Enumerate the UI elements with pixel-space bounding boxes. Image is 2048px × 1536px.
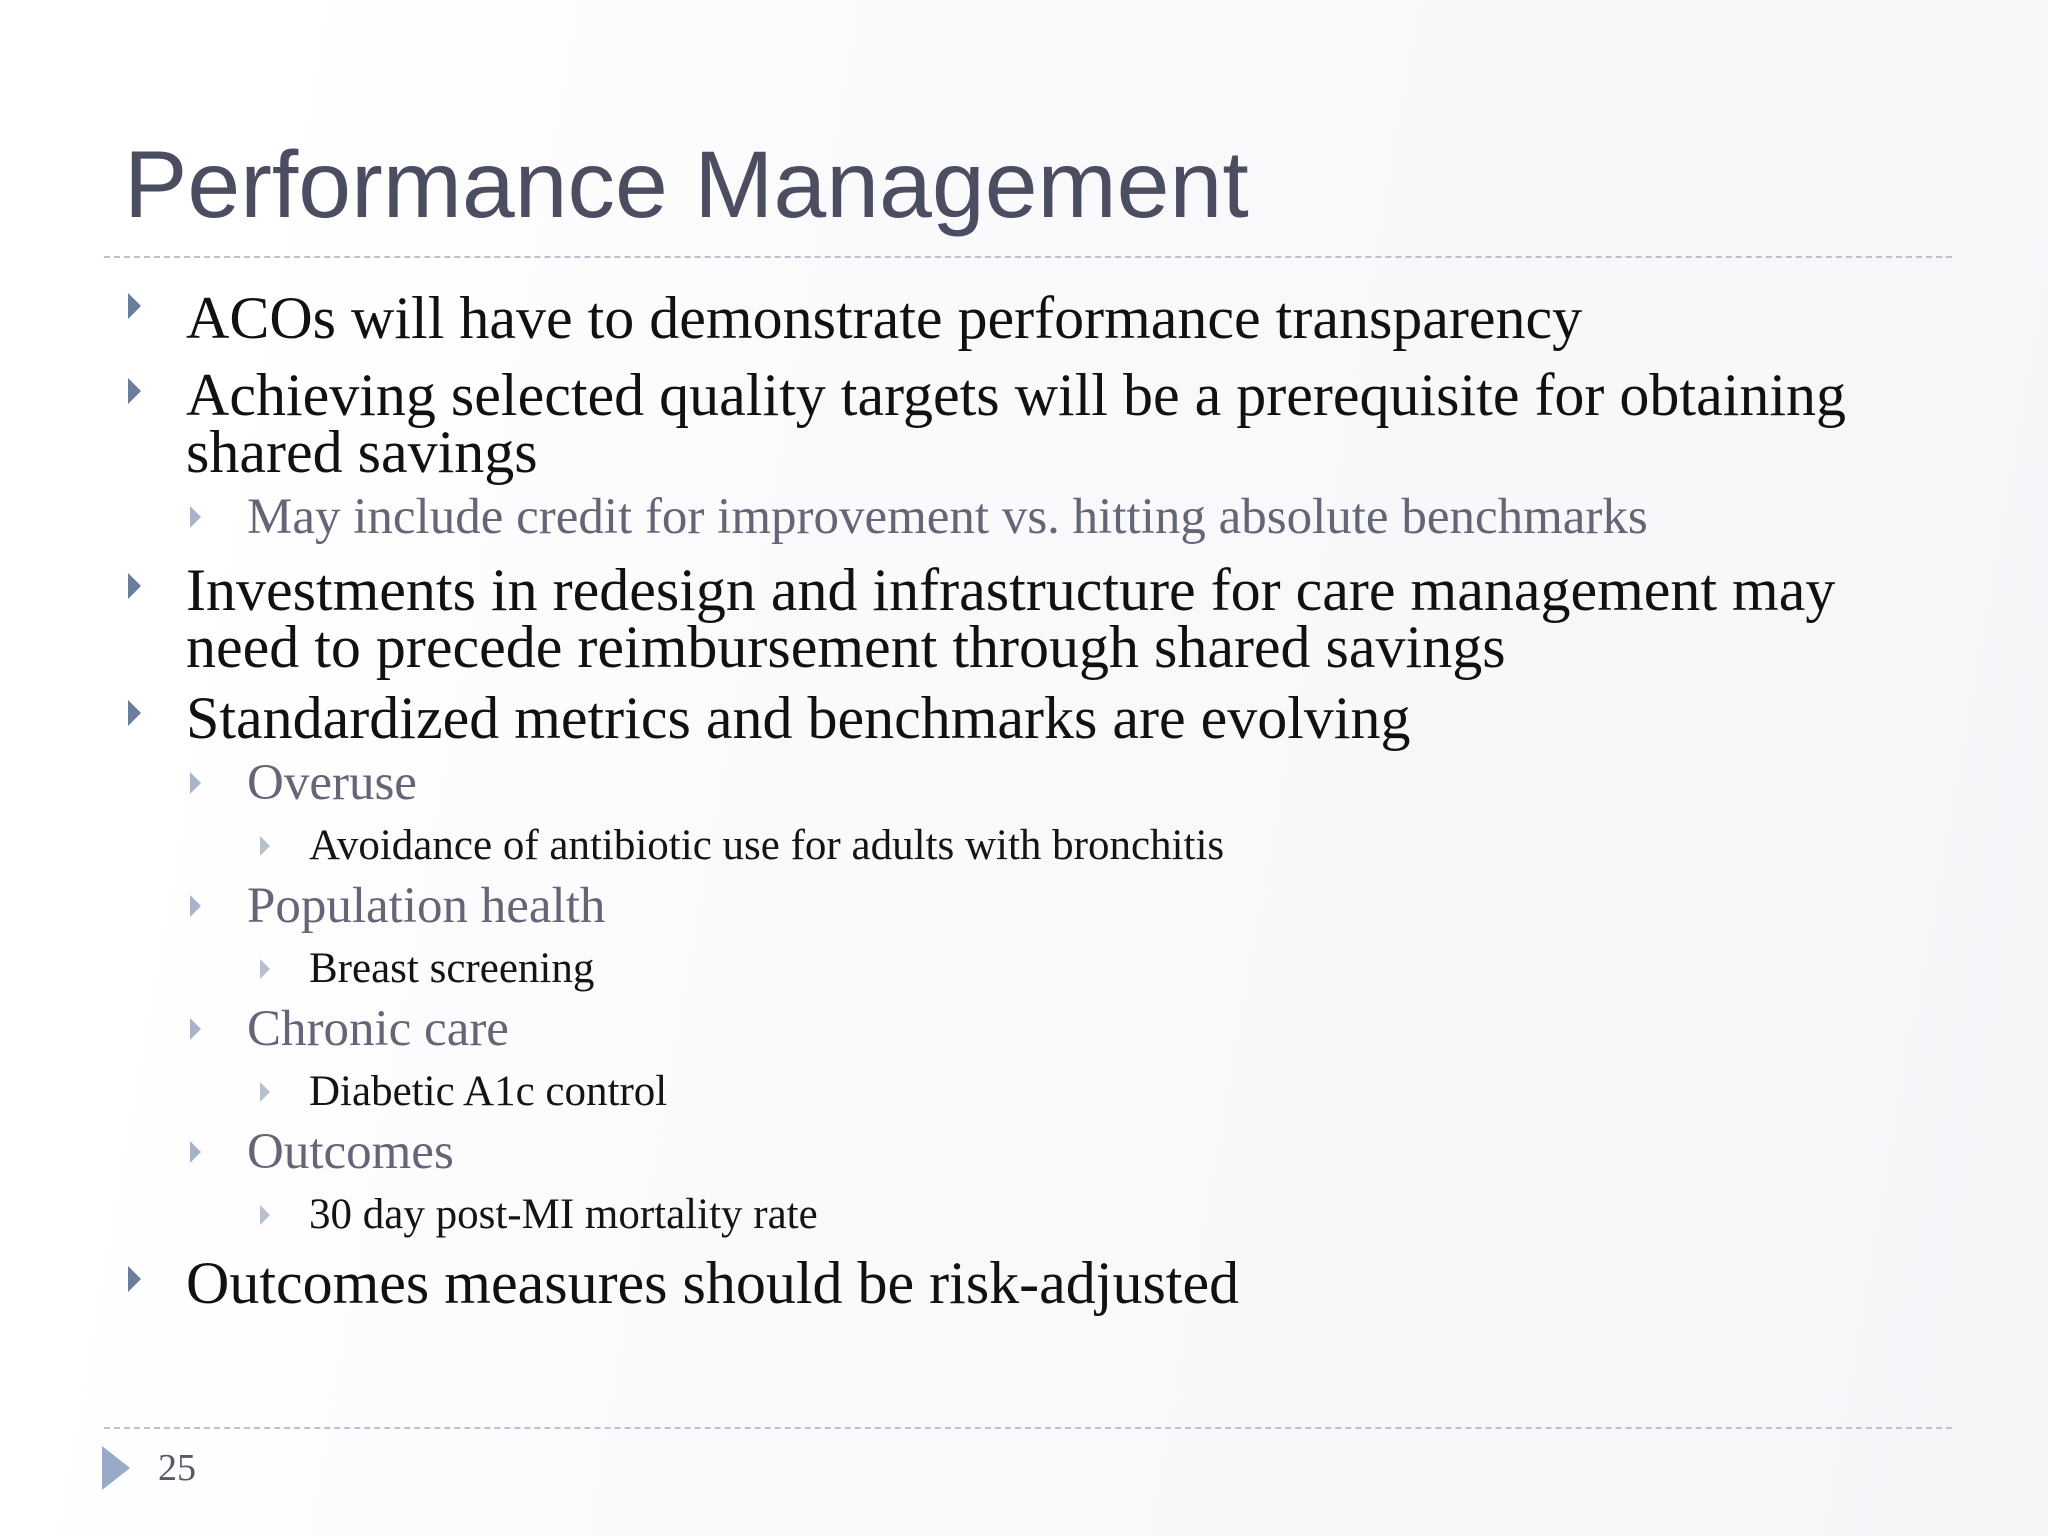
- bullet-arrow-icon: [128, 293, 141, 319]
- bullet-level1: [186, 685, 1411, 751]
- bullet-text-line: Outcomes measures should be risk-adjusted: [186, 1250, 1240, 1316]
- bullet-level2: [247, 756, 417, 810]
- bullet-text-line: Overuse: [247, 755, 417, 811]
- sub-sub-bullet-arrow-icon: [260, 836, 270, 856]
- sub-bullet-arrow-icon: [190, 1141, 201, 1163]
- bullet-arrow-icon: [128, 573, 141, 599]
- sub-bullet-arrow-icon: [190, 772, 201, 794]
- footer-divider: [104, 1427, 1952, 1429]
- bullet-level2: [247, 490, 1648, 544]
- bullet-level2: [247, 1125, 454, 1179]
- page-number: 25: [158, 1447, 196, 1489]
- bullet-text-line: Outcomes: [247, 1124, 454, 1180]
- bullet-level3: [309, 1191, 818, 1239]
- bullet-level3: [309, 1068, 667, 1116]
- bullet-text-line: Avoidance of antibiotic use for adults with bronchitis: [309, 822, 1225, 869]
- bullet-level1: [186, 1250, 1240, 1316]
- bullet-level1: [186, 285, 1583, 351]
- bullet-arrow-icon: [128, 378, 141, 404]
- sub-sub-bullet-arrow-icon: [260, 959, 270, 979]
- sub-sub-bullet-arrow-icon: [260, 1082, 270, 1102]
- bullet-text-line: Investments in redesign and infrastructure for care management may: [186, 557, 1836, 623]
- sub-bullet-arrow-icon: [190, 1018, 201, 1040]
- bullet-text-line: need to precede reimbursement through shared savings: [186, 614, 1506, 680]
- bullet-level3: [309, 822, 1224, 870]
- bullet-text-line: Population health: [247, 878, 606, 934]
- bullet-level2: [247, 879, 605, 933]
- bullet-text-line: shared savings: [186, 419, 538, 485]
- bullet-text-line: Chronic care: [247, 1001, 509, 1057]
- bullet-text-line: Achieving selected quality targets will be a prerequisite for obtaining: [186, 362, 1847, 428]
- bullet-level1: [186, 557, 1836, 680]
- bullet-text-line: Breast screening: [309, 945, 595, 992]
- bullet-level1: [186, 362, 1847, 485]
- bullet-text-line: ACOs will have to demonstrate performance transparency: [186, 285, 1583, 351]
- bullet-level3: [309, 945, 594, 993]
- sub-bullet-arrow-icon: [190, 895, 201, 917]
- slide-title: Performance Management: [124, 132, 1249, 238]
- bullet-text-line: Diabetic A1c control: [309, 1068, 668, 1115]
- bullet-text-line: 30 day post-MI mortality rate: [309, 1191, 818, 1238]
- bullet-arrow-icon: [128, 700, 141, 726]
- bullet-level2: [247, 1002, 509, 1056]
- sub-bullet-arrow-icon: [190, 506, 201, 528]
- title-divider: [104, 256, 1952, 258]
- bullet-text-line: May include credit for improvement vs. hitting absolute benchmarks: [247, 489, 1648, 545]
- footer-triangle-icon: [102, 1446, 130, 1490]
- bullet-arrow-icon: [128, 1266, 141, 1292]
- sub-sub-bullet-arrow-icon: [260, 1205, 270, 1225]
- bullet-text-line: Standardized metrics and benchmarks are evolving: [186, 685, 1411, 751]
